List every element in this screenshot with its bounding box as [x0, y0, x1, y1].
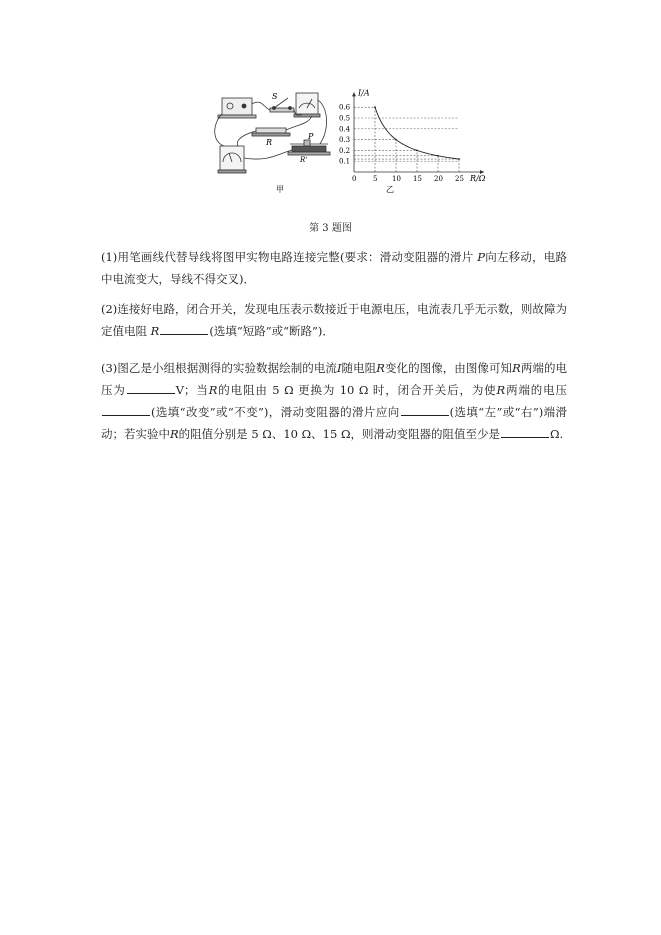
data-point — [395, 139, 397, 141]
x-tick-label: 20 — [434, 175, 443, 183]
y-axis-label: I/A — [358, 88, 370, 98]
wire — [318, 100, 327, 144]
x-tick-label: 10 — [392, 175, 401, 183]
data-point — [416, 150, 418, 152]
label-jia: 甲 — [276, 185, 284, 194]
voltmeter — [294, 93, 320, 117]
wire — [215, 114, 224, 146]
current-resistance-chart — [339, 88, 486, 183]
figure — [208, 84, 486, 196]
answer-blank[interactable] — [401, 403, 449, 416]
data-point — [437, 155, 439, 157]
x-tick-label: 5 — [373, 175, 378, 183]
y-tick-label: 0.5 — [339, 114, 351, 123]
question-3: (3)图乙是小组根据测得的实验数据绘制的电流I随电阻R变化的图像，由图像可知R两端的电压为 V；当R的电阻由 5 Ω 更换为 10 Ω 时，闭合开关后，为使R两端的电压(选填“改变”或“不变”)，滑动变阻器的滑片应向 (选填“左”或“右”)端滑动；若实验中R的阻值分别是 5 Ω、10 Ω、15 Ω，则滑动变阻器的阻值至少是 Ω. — [101, 361, 568, 441]
question-2: (2)连接好电路，闭合开关，发现电压表示数接近于电源电压，电流表几乎无示数，则故障为定值电阻 R (选填“短路”或“断路”)． — [101, 302, 567, 338]
y-tick-label: 0.6 — [339, 103, 351, 112]
y-tick-label: 0.1 — [339, 157, 351, 166]
y-tick-label: 0.2 — [339, 146, 351, 155]
resistor-label: R — [266, 138, 273, 147]
y-tick-label: 0.3 — [339, 136, 351, 145]
slider-label: P — [308, 132, 314, 141]
power-supply — [218, 98, 256, 118]
data-point — [374, 106, 376, 108]
answer-blank[interactable] — [102, 403, 150, 416]
figure-svg — [208, 84, 486, 196]
y-axis-arrow — [352, 92, 356, 96]
x-axis-label: R/Ω — [470, 174, 486, 183]
switch-label: S — [272, 92, 278, 101]
x-tick-label: 0 — [352, 175, 357, 183]
rheostat-label: R' — [300, 156, 308, 164]
wire — [252, 102, 270, 110]
label-yi: 乙 — [386, 185, 394, 194]
rheostat — [288, 140, 330, 155]
x-tick-label: 15 — [413, 175, 422, 183]
wire — [244, 150, 292, 159]
answer-blank[interactable] — [501, 425, 549, 438]
answer-blank[interactable] — [160, 322, 208, 335]
question-1: (1)用笔画线代替导线将图甲实物电路连接完整(要求：滑动变阻器的滑片 P向左移动，电路中电流变大，导线不得交叉)． — [101, 250, 568, 286]
answer-blank[interactable] — [127, 381, 175, 394]
x-tick-label: 25 — [455, 175, 464, 183]
y-tick-label: 0.4 — [339, 125, 351, 134]
figure-caption: 第 3 题图 — [309, 223, 352, 234]
ammeter — [218, 146, 246, 173]
data-point — [458, 158, 460, 160]
wire — [286, 116, 312, 130]
fixed-resistor — [252, 128, 290, 136]
